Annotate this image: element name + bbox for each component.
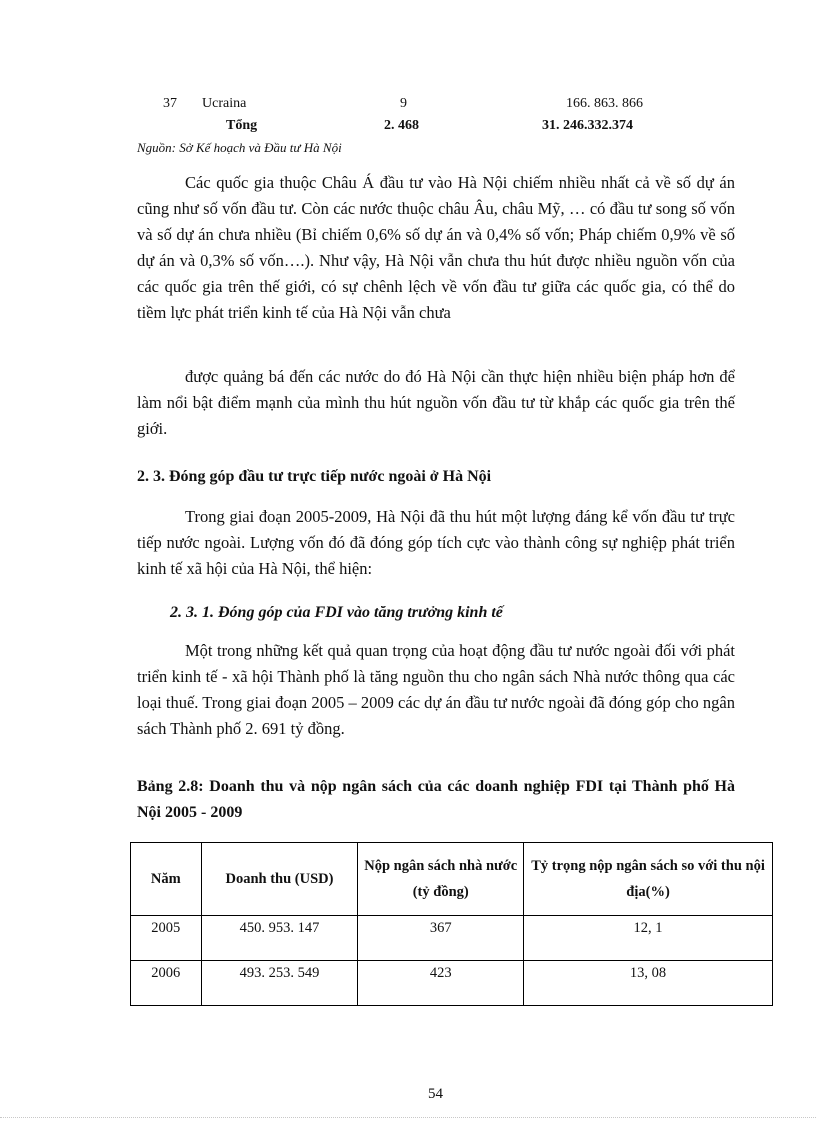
cell-revenue: 450. 953. 147 bbox=[201, 916, 358, 961]
header-ratio: Tỷ trọng nộp ngân sách so với thu nội địa(%) bbox=[524, 843, 773, 916]
row-projects: 9 bbox=[400, 96, 407, 111]
cell-revenue: 493. 253. 549 bbox=[201, 961, 358, 1006]
table-caption: Bảng 2.8: Doanh thu và nộp ngân sách của các doanh nghiệp FDI tại Thành phố Hà Nội 2005 - 2009 bbox=[137, 778, 735, 821]
page-number: 54 bbox=[428, 1086, 443, 1102]
section-heading-2-3: 2. 3. Đóng góp đầu tư trực tiếp nước ngoài ở Hà Nội bbox=[137, 468, 492, 485]
total-projects: 2. 468 bbox=[384, 118, 419, 133]
header-year: Năm bbox=[131, 843, 202, 916]
top-table-row bbox=[0, 96, 816, 114]
row-capital: 166. 863. 866 bbox=[566, 96, 643, 111]
paragraph-promotion: được quảng bá đến các nước do đó Hà Nội cần thực hiện nhiều biện pháp hơn để làm nổi bật điểm mạnh của mình thu hút nguồn vốn đầu tư từ khắp các quốc gia trên thế giới. bbox=[137, 367, 735, 438]
cell-year: 2006 bbox=[131, 961, 202, 1006]
cell-ratio: 13, 08 bbox=[524, 961, 773, 1006]
table-row bbox=[131, 916, 773, 961]
cell-ratio: 12, 1 bbox=[524, 916, 773, 961]
row-country: Ucraina bbox=[202, 96, 247, 111]
cell-budget: 423 bbox=[358, 961, 524, 1006]
paragraph-budget-contribution: Một trong những kết quả quan trọng của hoạt động đầu tư nước ngoài đối với phát triển kinh tế - xã hội Thành phố là tăng nguồn thu cho ngân sách Nhà nước thông qua các loại thuế. Trong giai đoạn 2005 – 2009 các dự án đầu tư nước ngoài đã đóng góp cho ngân sách Thành phố 2. 691 tỷ đồng. bbox=[137, 641, 735, 738]
page-bottom-divider bbox=[0, 1117, 816, 1118]
table-row bbox=[131, 961, 773, 1006]
cell-budget: 367 bbox=[358, 916, 524, 961]
source-note: Nguồn: Sở Kế hoạch và Đầu tư Hà Nội bbox=[137, 140, 342, 155]
fdi-revenue-table bbox=[130, 842, 773, 1006]
row-number: 37 bbox=[163, 96, 177, 111]
total-capital: 31. 246.332.374 bbox=[542, 118, 633, 133]
table-header-row bbox=[131, 843, 773, 916]
paragraph-asia-investment: Các quốc gia thuộc Châu Á đầu tư vào Hà Nội chiếm nhiều nhất cả về số dự án cũng như số vốn đầu tư. Còn các nước thuộc châu Âu, châu Mỹ, … có đầu tư song số vốn và số dự án chưa nhiều (Bỉ chiếm 0,6% số dự án và 0,4% số vốn; Pháp chiếm 0,9% về số dự án và 0,3% số vốn….). Như vậy, Hà Nội vẫn chưa thu hút được nhiều nguồn vốn của các quốc gia trên thế giới, có sự chênh lệch về vốn đầu tư giữa các quốc gia, có thể do tiềm lực phát triển kinh tế của Hà Nội vẫn chưa bbox=[137, 173, 735, 322]
cell-year: 2005 bbox=[131, 916, 202, 961]
paragraph-fdi-attracted: Trong giai đoạn 2005-2009, Hà Nội đã thu hút một lượng đáng kể vốn đầu tư trực tiếp nước ngoài. Lượng vốn đó đã đóng góp tích cực vào thành công sự nghiệp phát triển kinh tế xã hội của Hà Nội, thể hiện: bbox=[137, 507, 735, 578]
section-heading-2-3-1: 2. 3. 1. Đóng góp của FDI vào tăng trưởng kinh tế bbox=[170, 604, 503, 621]
header-revenue: Doanh thu (USD) bbox=[201, 843, 358, 916]
header-budget: Nộp ngân sách nhà nước (tỷ đồng) bbox=[358, 843, 524, 916]
total-label: Tổng bbox=[226, 118, 258, 133]
top-table-total-row bbox=[0, 118, 816, 136]
